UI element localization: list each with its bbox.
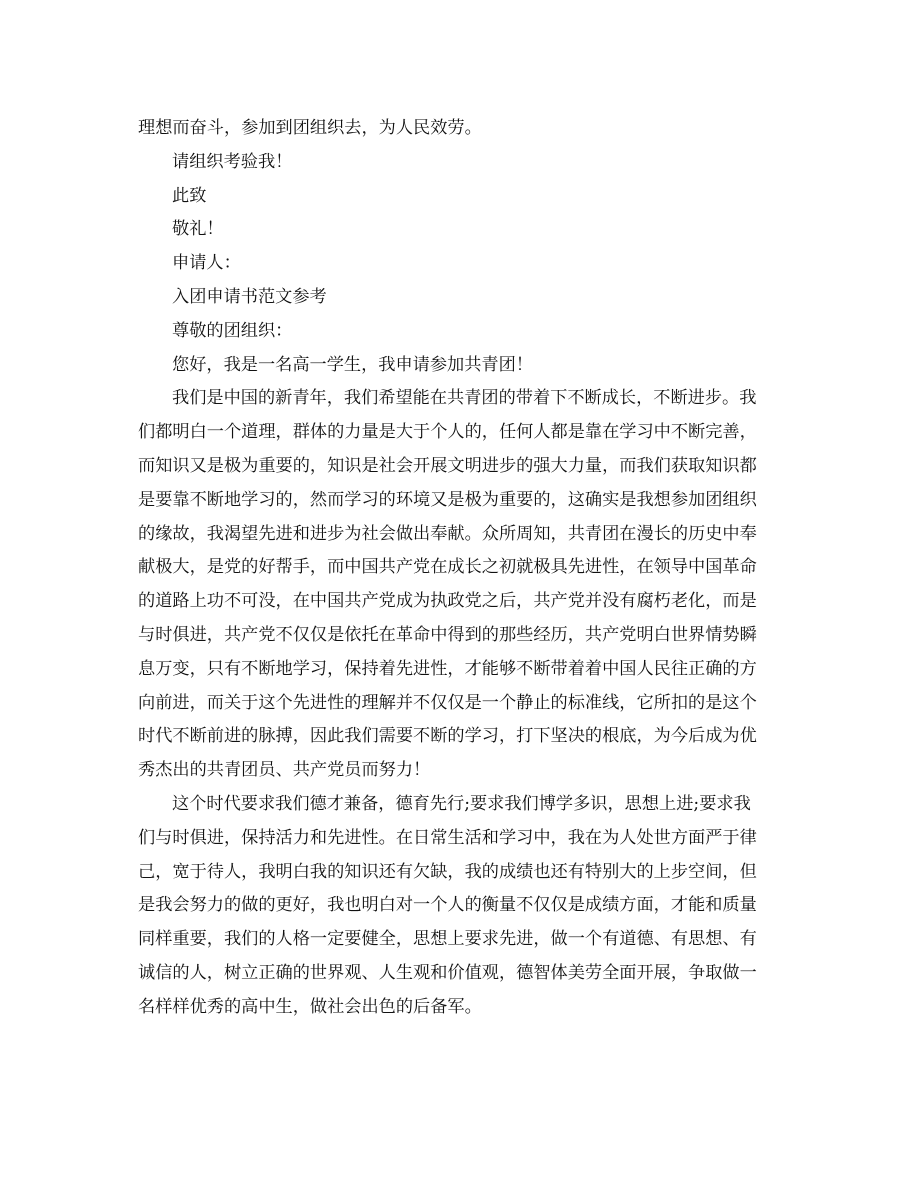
text-line: 的缘故，我渴望先进和进步为社会做出奉献。众所周知，共青团在漫长的历史中奉	[138, 523, 757, 544]
text-line: 名样样优秀的高中生，做社会出色的后备军。	[138, 996, 482, 1017]
text-line: 时代不断前进的脉搏，因此我们需要不断的学习，打下坚决的根底，为今后成为优	[138, 726, 757, 747]
salutation: 尊敬的团组织：	[172, 320, 293, 341]
section-title: 入团申请书范文参考	[172, 286, 327, 307]
text-line: 这个时代要求我们德才兼备，德育先行;要求我们博学多识，思想上进;要求我	[172, 793, 751, 814]
text-line: 秀杰出的共青团员、共产党员而努力！	[138, 760, 431, 781]
text-line: 理想而奋斗，参加到团组织去，为人民效劳。	[138, 118, 482, 138]
text-line: 申请人：	[172, 253, 241, 274]
text-line: 敬礼！	[172, 219, 224, 240]
text-line: 是我会努力的做的更好，我也明白对一个人的衡量不仅仅是成绩方面，才能和质量	[138, 895, 757, 916]
text-line: 同样重要，我们的人格一定要健全，思想上要求先进，做一个有道德、有思想、有	[138, 929, 757, 950]
text-line: 的道路上功不可没，在中国共产党成为执政党之后，共产党并没有腐朽老化，而是	[138, 591, 757, 612]
text-line: 此致	[172, 185, 207, 206]
text-line: 请组织考验我！	[172, 151, 293, 172]
text-line: 而知识又是极为重要的，知识是社会开展文明进步的强大力量，而我们获取知识都	[138, 455, 757, 476]
text-line: 息万变，只有不断地学习，保持着先进性，才能够不断带着着中国人民往正确的方	[138, 658, 757, 679]
text-line: 诚信的人，树立正确的世界观、人生观和价值观，德智体美劳全面开展，争取做一	[138, 962, 757, 983]
text-line: 您好，我是一名高一学生，我申请参加共青团！	[172, 354, 533, 375]
text-line: 们都明白一个道理，群体的力量是大于个人的，任何人都是靠在学习中不断完善，	[138, 422, 757, 443]
text-line: 与时俱进，共产党不仅仅是依托在革命中得到的那些经历，共产党明白世界情势瞬	[138, 624, 757, 645]
text-line: 己，宽于待人，我明白我的知识还有欠缺，我的成绩也还有特别大的上步空间，但	[138, 861, 757, 882]
text-line: 献极大，是党的好帮手，而中国共产党在成长之初就极具先进性，在领导中国革命	[138, 557, 757, 578]
text-line: 向前进，而关于这个先进性的理解并不仅仅是一个静止的标准线，它所扣的是这个	[138, 692, 757, 713]
text-line: 们与时俱进，保持活力和先进性。在日常生活和学习中，我在为人处世方面严于律	[138, 827, 757, 848]
document-body	[138, 112, 788, 1025]
text-line: 我们是中国的新青年，我们希望能在共青团的带着下不断成长，不断进步。我	[172, 388, 757, 409]
text-line: 是要靠不断地学习的，然而学习的环境又是极为重要的，这确实是我想参加团组织	[138, 489, 757, 510]
